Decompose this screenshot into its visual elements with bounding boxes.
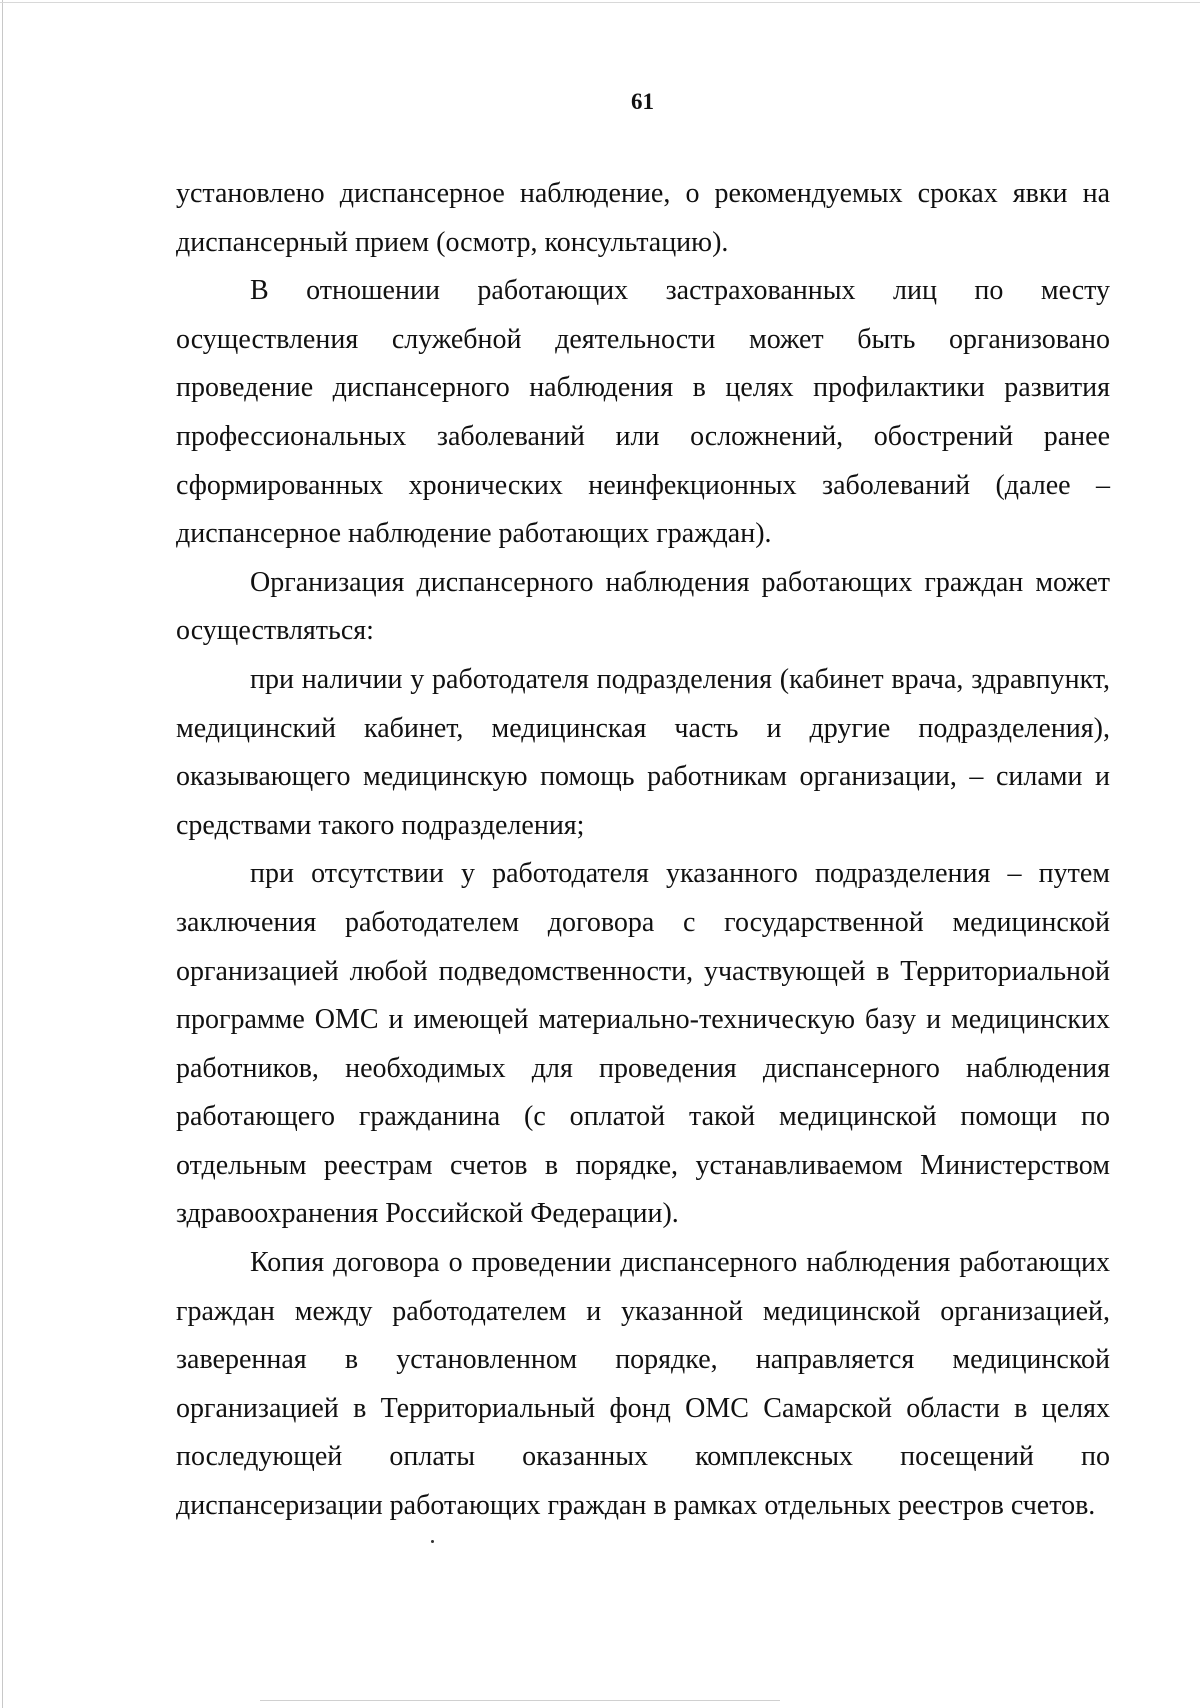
scan-edge-top — [0, 2, 1200, 3]
page-number: 61 — [631, 89, 654, 114]
paragraph: Организация диспансерного наблюдения работающих граждан может осуществляться: — [176, 566, 1110, 647]
scan-edge-bottom — [260, 1700, 780, 1701]
paragraph: при отсутствии у работодателя указанного подразделения – путем заключения работодателем договора с государственной медицинской организацией любой подведомственности, участвующей в Территориальной программе ОМС и имеющей материально-техническую базу и медицинских работников, необходимых для проведения диспансерного наблюдения работающего гражданина (с оплатой такой медицинской помощи по отдельным реестрам счетов в порядке, устанавливаемом Министерством здравоохранения Российской Федерации). — [176, 858, 1110, 1230]
scan-edge-left — [2, 0, 3, 1708]
paragraph: при наличии у работодателя подразделения (кабинет врача, здравпункт, медицинский кабинет, медицинская часть и другие подразделения), оказывающего медицинскую помощь работникам организации, – силами и средствами такого подразделения; — [176, 663, 1110, 841]
scan-speck — [431, 1540, 434, 1543]
paragraph: установлено диспансерное наблюдение, о рекомендуемых сроках явки на диспансерный прием (осмотр, консультацию). — [176, 178, 1110, 258]
paragraph: Копия договора о проведении диспансерного наблюдения работающих граждан между работодателем и указанной медицинской организацией, заверенная в установленном порядке, направляется медицинской организацией в Территориальный фонд ОМС Самарской области в целях последующей оплаты оказанных комплексных посещений по диспансеризации работающих граждан в рамках отдельных реестров счетов. — [176, 1247, 1110, 1522]
document-body — [176, 170, 1110, 1531]
paragraph: В отношении работающих застрахованных лиц по месту осуществления служебной деятельности может быть организовано проведение диспансерного наблюдения в целях профилактики развития профессиональных заболеваний или осложнений, обострений ранее сформированных хронических неинфекционных заболеваний (далее – диспансерное наблюдение работающих граждан). — [176, 275, 1110, 550]
